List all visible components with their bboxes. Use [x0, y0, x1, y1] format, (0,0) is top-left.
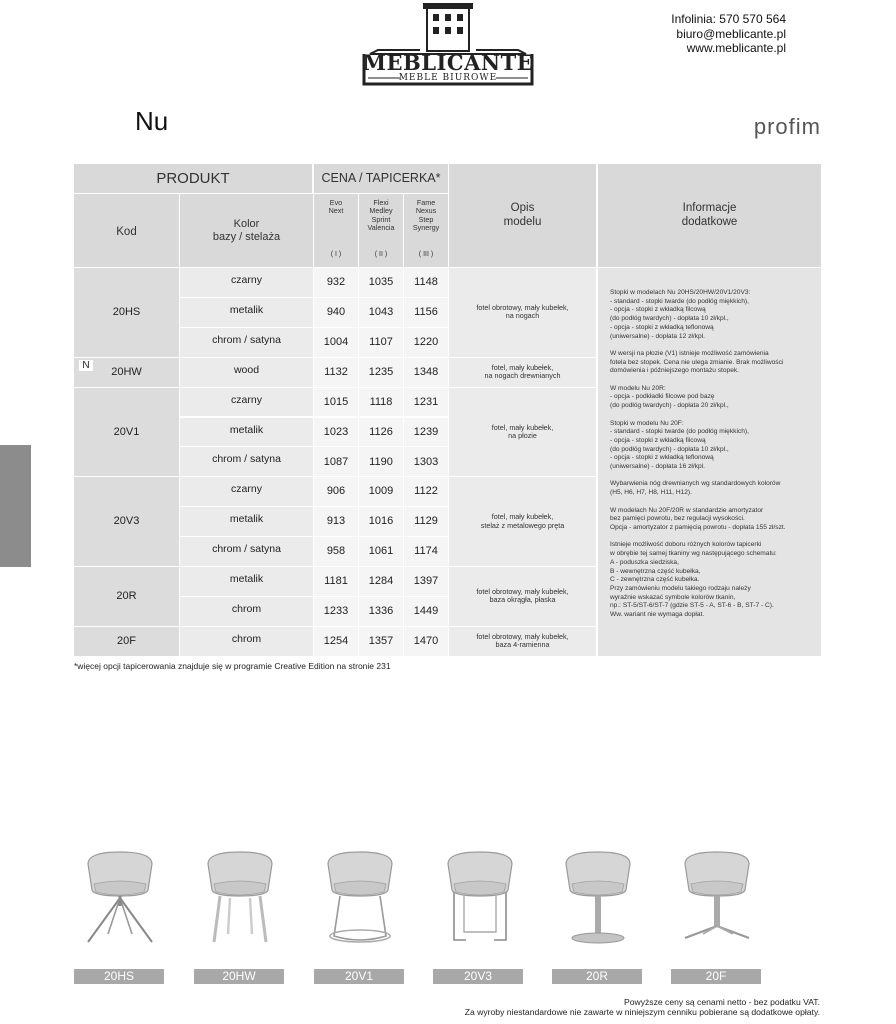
price-cell: 1061	[359, 537, 403, 566]
color-cell: chrom	[180, 627, 313, 656]
header-opis: Opis modelu	[449, 164, 596, 267]
chair-label: 20F	[671, 969, 761, 984]
header-price-group: ( I )	[314, 244, 358, 267]
header-kod: Kod	[74, 194, 179, 267]
product-description: fotel obrotowy, mały kubełek, na nogach	[449, 268, 596, 357]
color-cell: czarny	[180, 268, 313, 297]
chair-20v3-image	[430, 846, 530, 956]
price-cell: 1129	[404, 507, 448, 536]
price-cell: 1181	[314, 567, 358, 596]
price-cell: 1132	[314, 358, 358, 387]
price-cell: 1107	[359, 328, 403, 357]
header-fabric-group: Flexi Medley Sprint Valencia	[359, 194, 403, 244]
price-cell: 1470	[404, 627, 448, 656]
color-cell: chrom / satyna	[180, 537, 313, 566]
product-code: 20V1	[74, 388, 179, 477]
price-cell: 932	[314, 268, 358, 297]
product-code: 20V3	[74, 477, 179, 566]
contact-website[interactable]: www.meblicante.pl	[686, 41, 786, 55]
price-cell: 1233	[314, 597, 358, 626]
header-cena: CENA / TAPICERKA*	[314, 164, 448, 193]
chair-label: 20V1	[314, 969, 404, 984]
header-info: Informacje dodatkowe	[598, 164, 821, 267]
price-cell: 1016	[359, 507, 403, 536]
price-cell: 1015	[314, 388, 358, 417]
price-cell: 958	[314, 537, 358, 566]
chair-label: 20R	[552, 969, 642, 984]
contact-phone: Infolinia: 570 570 564	[671, 12, 786, 26]
side-tab-bar	[0, 445, 31, 567]
logo-name: MEBLICANTE	[362, 50, 534, 75]
price-cell: 1348	[404, 358, 448, 387]
price-cell: 940	[314, 298, 358, 327]
color-cell: czarny	[180, 388, 313, 417]
price-cell: 1126	[359, 418, 403, 447]
chair-label: 20HS	[74, 969, 164, 984]
color-cell: chrom	[180, 597, 313, 626]
price-cell: 1303	[404, 447, 448, 476]
price-cell: 1023	[314, 418, 358, 447]
price-cell: 906	[314, 477, 358, 506]
price-cell: 1231	[404, 388, 448, 417]
product-code: 20F	[74, 627, 179, 656]
price-cell: 1239	[404, 418, 448, 447]
vat-note: Powyższe ceny są cenami netto - bez podatku VAT.	[623, 997, 820, 1007]
header-kolor: Kolor bazy / stelaża	[180, 194, 313, 267]
color-cell: wood	[180, 358, 313, 387]
price-cell: 1122	[404, 477, 448, 506]
price-cell: 1118	[359, 388, 403, 417]
color-cell: czarny	[180, 477, 313, 506]
header-fabric-group: Evo Next	[314, 194, 358, 244]
price-cell: 1174	[404, 537, 448, 566]
chair-label: 20V3	[433, 969, 523, 984]
price-cell: 1156	[404, 298, 448, 327]
logo-subtitle: MEBLE BIUROWE	[398, 73, 498, 83]
chair-20v1-image	[310, 846, 410, 956]
color-cell: metalik	[180, 418, 313, 447]
product-code: 20HW	[74, 358, 179, 387]
price-cell: 1336	[359, 597, 403, 626]
price-cell: 1004	[314, 328, 358, 357]
product-description: fotel, mały kubełek, na płozie	[449, 388, 596, 477]
product-description: fotel, mały kubełek, stelaż z metalowego pręta	[449, 477, 596, 566]
price-cell: 1357	[359, 627, 403, 656]
product-code: 20R	[74, 567, 179, 626]
chair-20hs-image	[70, 846, 170, 956]
product-code: 20HS	[74, 268, 179, 357]
price-cell: 1087	[314, 447, 358, 476]
product-description: fotel, mały kubełek, na nogach drewnianych	[449, 358, 596, 387]
price-cell: 1235	[359, 358, 403, 387]
price-cell: 1035	[359, 268, 403, 297]
price-cell: 1043	[359, 298, 403, 327]
price-cell: 1148	[404, 268, 448, 297]
chair-20hw-image	[190, 846, 290, 956]
chair-20f-image	[667, 846, 767, 956]
price-cell: 1284	[359, 567, 403, 596]
new-badge: N	[79, 360, 93, 371]
color-cell: chrom / satyna	[180, 447, 313, 476]
color-cell: metalik	[180, 298, 313, 327]
product-description: fotel obrotowy, mały kubełek, baza 4-ramienna	[449, 627, 596, 656]
price-cell: 913	[314, 507, 358, 536]
header-produkt: PRODUKT	[74, 164, 312, 193]
color-cell: metalik	[180, 507, 313, 536]
price-cell: 1397	[404, 567, 448, 596]
chair-label: 20HW	[194, 969, 284, 984]
product-description: fotel obrotowy, mały kubełek, baza okrągła, płaska	[449, 567, 596, 626]
price-cell: 1254	[314, 627, 358, 656]
color-cell: metalik	[180, 567, 313, 596]
header-fabric-group: Fame Nexus Step Synergy	[404, 194, 448, 244]
brand-logo: profim	[753, 114, 821, 139]
footnote: *więcej opcji tapicerowania znajduje się w programie Creative Edition na stronie 231	[74, 661, 391, 671]
custom-products-note: Za wyroby niestandardowe nie zawarte w niniejszym cenniku pobierane są dodatkowe opłaty.	[464, 1007, 820, 1017]
contact-email[interactable]: biuro@meblicante.pl	[676, 27, 786, 41]
color-cell: chrom / satyna	[180, 328, 313, 357]
price-cell: 1220	[404, 328, 448, 357]
chair-20r-image	[548, 846, 648, 956]
price-cell: 1009	[359, 477, 403, 506]
price-cell: 1190	[359, 447, 403, 476]
page-title: Nu	[135, 106, 169, 136]
additional-info: Stopki w modelach Nu 20HS/20HW/20V1/20V3: - standard - stopki twarde (do podłóg miękkich), - opcja - stopki z wkładką filcową (do podłóg twardych) - dopłata 10 zł/kpl., - opcja - stopki z wkładką teflonową (uniwersalne) - dopłata 12 zł/kpl. W wersji na płozie (V1) istnieje możliwość zamówienia fotela bez stopek. Cena nie ulega zmianie. Brak możliwości domówienia i późniejszego montażu stopek. W modelu Nu 20R: - opcja - podkładki filcowe pod bazę (do podłóg twardych) - dopłata 20 zł/kpl., Stopki w modelu Nu 20F: - standard - stopki twarde (do podłóg miękkich), - opcja - stopki z wkładką filcową (do podłóg twardych) - dopłata 10 zł/kpl., - opcja - stopki z wkładką teflonową (uniwersalne) - dopłata 16 zł/kpl. Wybarwienia nóg drewnianych wg standardowych kolorów (H5, H6, H7, H8, H11, H12). W modelach Nu 20F/20R w standardzie amortyzator bez pamięci powrotu, bez regulacji wysokości. Opcja - amortyzator z pamięcią powrotu - dopłata 155 zł/szt. Istnieje możliwość doboru różnych kolorów tapicerki w obrębie tej samej tkaniny wg następującego schematu: A - poduszka siedziska, B - wewnętrzna część kubełka, C - zewnętrzna część kubełka. Przy zamówieniu modelu takiego rodzaju należy wyraźnie wskazać symbole kolorów tkanin, np.: ST-5/ST-6/ST-7 (gdzie ST-5 - A, ST-6 - B, ST-7 - C). Ww. wariant nie wymaga dopłat.	[598, 268, 821, 656]
header-price-group: ( III )	[404, 244, 448, 267]
header-price-group: ( II )	[359, 244, 403, 267]
price-cell: 1449	[404, 597, 448, 626]
